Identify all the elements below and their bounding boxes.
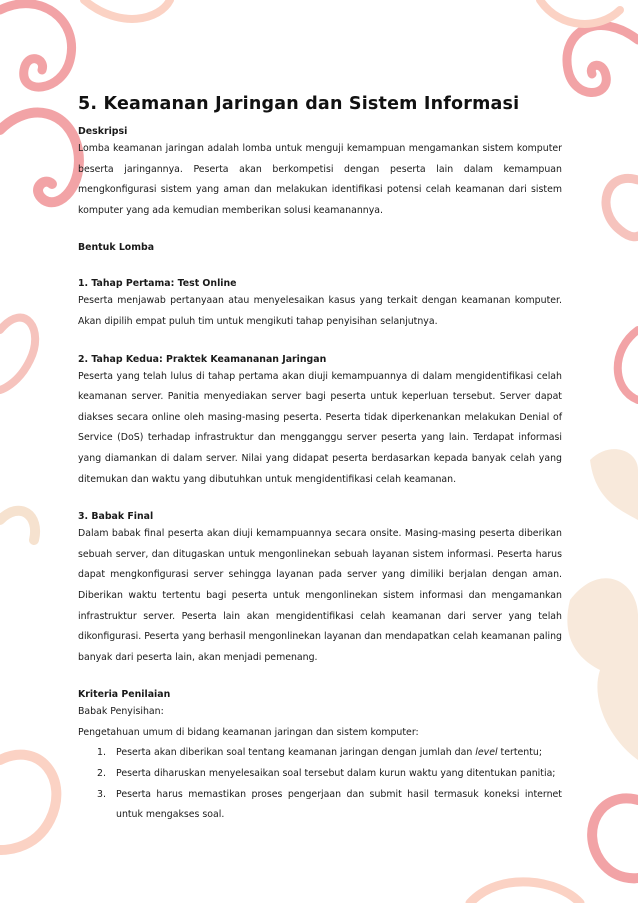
list-item-number: 3.	[97, 788, 106, 800]
kriteria-heading: Kriteria Penilaian	[78, 689, 171, 701]
list-item-text: Peserta diharuskan menyelesaikan soal tersebut dalam kurun waktu yang ditentukan panitia;	[116, 768, 556, 780]
pengetahuan-umum-label: Pengetahuan umum di bidang keamanan jaringan dan sistem komputer:	[78, 726, 419, 738]
babak-penyisihan-label: Babak Penyisihan:	[78, 706, 164, 718]
page-title: 5. Keamanan Jaringan dan Sistem Informasi	[78, 94, 520, 114]
tahap-pertama-paragraph: Peserta menjawab pertanyaan atau menyelesaikan kasus yang terkait dengan keamanan komputer. Akan dipilih empat puluh tim untuk mengikuti tahap penyisihan selanjutnya.	[78, 295, 562, 327]
deskripsi-paragraph: Lomba keamanan jaringan adalah lomba untuk menguji kemampuan mengamankan sistem komputer beserta jaringannya. Peserta akan berkompetisi dengan peserta lain dalam kemampuan mengkonfigurasi sistem yang aman dan melakukan identifikasi potensi celah keamanan dari sistem komputer yang ada kemudian memberikan solusi keamanannya.	[78, 143, 562, 216]
list-item	[78, 785, 562, 826]
tahap-kedua-paragraph: Peserta yang telah lulus di tahap pertama akan diuji kemampuannya di dalam mengidentifikasi celah keamanan server. Panitia menyediakan server bagi peserta untuk keperluan tersebut. Server dapat diakses secara online oleh masing-masing peserta. Peserta tidak diperkenankan melakukan Denial of Service (DoS) terhadap infrastruktur dan mengganggu server peserta yang lain. Terdapat informasi yang diamankan di dalam server. Nilai yang didapat peserta berdasarkan kepada banyak celah yang ditemukan dan waktu yang dibutuhkan untuk mengidentifikasi celah keamanan.	[78, 370, 562, 485]
kriteria-list	[78, 743, 562, 825]
list-item-text: Peserta harus memastikan proses pengerjaan dan submit hasil termasuk koneksi internet untuk mengakses soal.	[116, 788, 562, 821]
list-item-number: 1.	[97, 747, 106, 759]
tahap-kedua-heading: 2. Tahap Kedua: Praktek Keamananan Jaringan	[78, 353, 327, 365]
list-item-text-end: tertentu;	[497, 747, 543, 759]
list-item-number: 2.	[97, 768, 106, 780]
bentuk-lomba-heading: Bentuk Lomba	[78, 242, 155, 254]
list-item	[78, 764, 562, 785]
deskripsi-heading: Deskripsi	[78, 126, 128, 137]
tahap-pertama-heading: 1. Tahap Pertama: Test Online	[78, 278, 237, 290]
list-item-text: Peserta akan diberikan soal tentang keamanan jaringan dengan jumlah dan	[116, 747, 476, 759]
document-page	[78, 92, 562, 826]
list-item-emphasis: level	[475, 747, 498, 759]
list-item	[78, 743, 562, 764]
babak-final-paragraph: Dalam babak final peserta akan diuji kemampuannya secara onsite. Masing-masing peserta diberikan sebuah server, dan ditugaskan untuk mengonlinekan sebuah layanan sistem informasi. Peserta harus dapat mengkonfigurasi server sehingga layanan pada server yang dimiliki berjalan dengan aman. Diberikan waktu tertentu bagi peserta untuk mengonlinekan sistem informasi dan mengamankan infrastruktur server. Peserta lain akan mengidentifikasi celah keamanan dari server yang telah dikonfigurasi. Peserta yang berhasil mengonlinekan layanan dan mendapatkan celah keamanan paling banyak dari peserta lain, akan menjadi pemenang.	[78, 528, 562, 663]
babak-final-heading: 3. Babak Final	[78, 511, 154, 523]
